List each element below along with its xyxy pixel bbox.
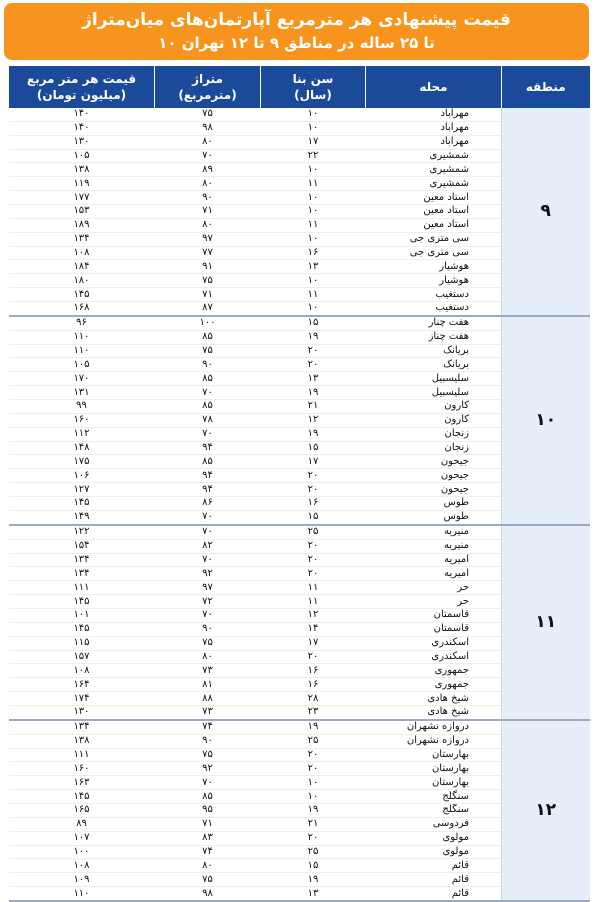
price-cell: ۱۱۱ (9, 581, 155, 595)
area-cell: ۷۰ (155, 510, 261, 524)
region-cell: ۹ (502, 108, 590, 316)
price-cell: ۱۱۵ (9, 636, 155, 650)
neighborhood-cell: دستغیب (366, 302, 502, 316)
table-row (9, 720, 590, 734)
price-cell: ۱۱۲ (9, 427, 155, 441)
neighborhood-cell: مهرآباد (366, 135, 502, 149)
age-cell: ۲۵ (261, 845, 366, 859)
area-cell: ۷۵ (155, 108, 261, 121)
age-cell: ۲۱ (261, 817, 366, 831)
neighborhood-cell: بهارستان (366, 748, 502, 762)
age-cell: ۲۵ (261, 525, 366, 539)
price-cell: ۱۴۵ (9, 497, 155, 511)
region-column-header: منطقه (502, 66, 590, 108)
neighborhood-cell: منیریه (366, 525, 502, 539)
price-cell: ۱۰۸ (9, 246, 155, 260)
area-cell: ۹۷ (155, 232, 261, 246)
price-cell: ۱۱۱ (9, 748, 155, 762)
neighborhood-cell: زنجان (366, 441, 502, 455)
area-cell: ۸۸ (155, 692, 261, 706)
age-cell: ۱۹ (261, 427, 366, 441)
price-cell: ۱۳۴ (9, 720, 155, 734)
price-header-line-2: (میلیون تومان) (36, 88, 127, 102)
area-cell: ۷۳ (155, 664, 261, 678)
area-cell: ۹۰ (155, 191, 261, 205)
price-cell: ۱۸۴ (9, 260, 155, 274)
price-cell: ۱۰۶ (9, 469, 155, 483)
price-cell: ۱۰۵ (9, 358, 155, 372)
price-cell: ۱۴۵ (9, 288, 155, 302)
area-cell: ۸۶ (155, 497, 261, 511)
age-cell: ۲۰ (261, 483, 366, 497)
area-cell: ۸۹ (155, 163, 261, 177)
age-cell: ۱۵ (261, 316, 366, 330)
age-cell: ۱۳ (261, 260, 366, 274)
age-cell: ۱۵ (261, 859, 366, 873)
neighborhood-cell: قائم (366, 887, 502, 901)
age-cell: ۱۷ (261, 455, 366, 469)
neighborhood-cell: دروازه نشهران (366, 720, 502, 734)
price-cell: ۱۱۰ (9, 344, 155, 358)
price-cell: ۱۸۹ (9, 218, 155, 232)
price-column-header (9, 66, 155, 108)
area-cell: ۷۵ (155, 274, 261, 288)
neighborhood-cell: کارون (366, 413, 502, 427)
area-cell: ۸۰ (155, 650, 261, 664)
neighborhood-cell: شیخ هادی (366, 705, 502, 719)
age-cell: ۱۰ (261, 776, 366, 790)
price-cell: ۱۴۰ (9, 121, 155, 135)
neighborhood-cell: شمشیری (366, 163, 502, 177)
price-cell: ۱۵۳ (9, 205, 155, 219)
age-column-header (261, 66, 366, 108)
neighborhood-cell: شمشیری (366, 177, 502, 191)
age-cell: ۱۳ (261, 887, 366, 901)
age-cell: ۱۵ (261, 441, 366, 455)
age-cell: ۲۰ (261, 762, 366, 776)
neighborhood-cell: جیحون (366, 455, 502, 469)
age-cell: ۲۵ (261, 734, 366, 748)
price-cell: ۱۶۰ (9, 413, 155, 427)
age-cell: ۲۳ (261, 705, 366, 719)
price-cell: ۱۰۹ (9, 873, 155, 887)
age-cell: ۲۰ (261, 567, 366, 581)
neighborhood-cell: مهرآباد (366, 121, 502, 135)
area-cell: ۸۰ (155, 859, 261, 873)
price-cell: ۱۱۹ (9, 177, 155, 191)
area-cell: ۹۱ (155, 260, 261, 274)
neighborhood-cell: استاد معین (366, 191, 502, 205)
price-cell: ۱۰۷ (9, 831, 155, 845)
region-cell: ۱۲ (502, 720, 590, 901)
age-cell: ۱۱ (261, 595, 366, 609)
price-cell: ۱۵۴ (9, 539, 155, 553)
price-cell: ۱۲۲ (9, 525, 155, 539)
price-cell: ۱۷۴ (9, 692, 155, 706)
age-cell: ۱۶ (261, 664, 366, 678)
area-cell: ۹۰ (155, 622, 261, 636)
area-cell: ۷۰ (155, 427, 261, 441)
area-cell: ۸۱ (155, 678, 261, 692)
age-cell: ۱۷ (261, 636, 366, 650)
area-cell: ۷۵ (155, 344, 261, 358)
neighborhood-cell: زنجان (366, 427, 502, 441)
price-cell: ۱۰۵ (9, 149, 155, 163)
age-cell: ۲۰ (261, 650, 366, 664)
area-cell: ۱۰۰ (155, 316, 261, 330)
neighborhood-cell: کارون (366, 400, 502, 414)
neighborhood-cell: اسکندری (366, 650, 502, 664)
price-cell: ۱۳۴ (9, 553, 155, 567)
price-cell: ۱۴۵ (9, 790, 155, 804)
table-row (9, 108, 590, 121)
age-cell: ۱۱ (261, 218, 366, 232)
table-header-row (9, 66, 590, 108)
area-cell: ۹۴ (155, 469, 261, 483)
area-cell: ۷۰ (155, 386, 261, 400)
area-cell: ۷۷ (155, 246, 261, 260)
price-cell: ۱۴۵ (9, 595, 155, 609)
price-cell: ۱۴۰ (9, 108, 155, 121)
neighborhood-cell: بهارستان (366, 776, 502, 790)
area-cell: ۹۴ (155, 483, 261, 497)
age-cell: ۱۰ (261, 121, 366, 135)
age-cell: ۱۹ (261, 720, 366, 734)
area-cell: ۷۵ (155, 748, 261, 762)
price-table (8, 66, 590, 902)
area-cell: ۹۸ (155, 887, 261, 901)
neighborhood-cell: فردوسی (366, 817, 502, 831)
price-cell: ۱۰۰ (9, 845, 155, 859)
table-row (9, 525, 590, 539)
price-cell: ۱۶۰ (9, 762, 155, 776)
area-cell: ۸۵ (155, 400, 261, 414)
age-cell: ۱۰ (261, 274, 366, 288)
neighborhood-cell: سلیسبیل (366, 386, 502, 400)
price-cell: ۱۴۹ (9, 510, 155, 524)
neighborhood-cell: مهرآباد (366, 108, 502, 121)
price-cell: ۱۷۵ (9, 455, 155, 469)
neighborhood-cell: منیریه (366, 539, 502, 553)
price-cell: ۱۰۱ (9, 608, 155, 622)
age-cell: ۲۰ (261, 748, 366, 762)
neighborhood-cell: بریانک (366, 344, 502, 358)
age-cell: ۱۶ (261, 246, 366, 260)
price-cell: ۱۲۷ (9, 483, 155, 497)
price-cell: ۱۶۴ (9, 678, 155, 692)
age-cell: ۲۸ (261, 692, 366, 706)
region-cell: ۱۰ (502, 316, 590, 525)
area-cell: ۷۰ (155, 608, 261, 622)
neighborhood-cell: جیحون (366, 483, 502, 497)
area-cell: ۷۰ (155, 525, 261, 539)
table-row (9, 316, 590, 330)
table-body (9, 108, 590, 901)
price-cell: ۱۷۷ (9, 191, 155, 205)
area-cell: ۷۵ (155, 873, 261, 887)
age-cell: ۱۹ (261, 330, 366, 344)
age-cell: ۱۱ (261, 581, 366, 595)
age-cell: ۲۰ (261, 553, 366, 567)
age-cell: ۱۷ (261, 135, 366, 149)
title-banner (4, 3, 589, 60)
age-cell: ۱۰ (261, 191, 366, 205)
area-cell: ۹۴ (155, 441, 261, 455)
area-cell: ۸۵ (155, 455, 261, 469)
age-cell: ۱۰ (261, 205, 366, 219)
area-cell: ۷۰ (155, 553, 261, 567)
area-cell: ۹۲ (155, 762, 261, 776)
age-cell: ۲۰ (261, 539, 366, 553)
age-cell: ۱۰ (261, 232, 366, 246)
neighborhood-cell: هوشیار (366, 260, 502, 274)
neighborhood-cell: مولوی (366, 831, 502, 845)
neighborhood-cell: دستغیب (366, 288, 502, 302)
age-header-line-1: سن بنا (292, 72, 334, 86)
price-cell: ۹۹ (9, 400, 155, 414)
age-cell: ۲۰ (261, 358, 366, 372)
age-cell: ۱۴ (261, 622, 366, 636)
age-cell: ۱۹ (261, 386, 366, 400)
neighborhood-cell: هفت چنار (366, 316, 502, 330)
area-cell: ۸۰ (155, 177, 261, 191)
area-cell: ۸۵ (155, 790, 261, 804)
neighborhood-cell: قائم (366, 873, 502, 887)
neighborhood-cell: اسکندری (366, 636, 502, 650)
area-header-line-1: متراژ (192, 72, 223, 86)
age-cell: ۲۲ (261, 149, 366, 163)
area-cell: ۷۳ (155, 705, 261, 719)
area-cell: ۸۵ (155, 372, 261, 386)
area-cell: ۷۰ (155, 776, 261, 790)
neighborhood-cell: سنگلج (366, 790, 502, 804)
age-cell: ۱۰ (261, 302, 366, 316)
neighborhood-cell: امیریه (366, 553, 502, 567)
neighborhood-column-header: محله (366, 66, 502, 108)
price-cell: ۱۶۳ (9, 776, 155, 790)
neighborhood-cell: بهارستان (366, 762, 502, 776)
area-cell: ۸۰ (155, 135, 261, 149)
area-cell: ۷۱ (155, 205, 261, 219)
price-cell: ۹۶ (9, 316, 155, 330)
region-cell: ۱۱ (502, 525, 590, 720)
neighborhood-cell: قاسمتان (366, 622, 502, 636)
price-cell: ۱۳۸ (9, 163, 155, 177)
price-cell: ۱۶۵ (9, 803, 155, 817)
age-cell: ۲۱ (261, 400, 366, 414)
area-cell: ۸۵ (155, 330, 261, 344)
price-cell: ۱۳۰ (9, 135, 155, 149)
neighborhood-cell: حر (366, 595, 502, 609)
neighborhood-cell: سنگلج (366, 803, 502, 817)
age-cell: ۱۱ (261, 177, 366, 191)
neighborhood-cell: شمشیری (366, 149, 502, 163)
age-cell: ۱۹ (261, 803, 366, 817)
price-header-line-1: قیمت هر متر مربع (26, 72, 137, 86)
age-cell: ۱۱ (261, 288, 366, 302)
price-cell: ۱۰۸ (9, 859, 155, 873)
neighborhood-cell: هوشیار (366, 274, 502, 288)
area-cell: ۷۱ (155, 288, 261, 302)
area-cell: ۷۴ (155, 845, 261, 859)
price-cell: ۱۷۰ (9, 372, 155, 386)
area-cell: ۸۰ (155, 218, 261, 232)
neighborhood-cell: مولوی (366, 845, 502, 859)
area-column-header (155, 66, 261, 108)
neighborhood-cell: جیحون (366, 469, 502, 483)
age-header-line-2: (سال) (294, 88, 332, 102)
neighborhood-cell: طوس (366, 497, 502, 511)
price-cell: ۱۱۰ (9, 330, 155, 344)
area-cell: ۸۷ (155, 302, 261, 316)
neighborhood-cell: حر (366, 581, 502, 595)
area-cell: ۷۱ (155, 817, 261, 831)
price-cell: ۱۵۷ (9, 650, 155, 664)
area-cell: ۷۸ (155, 413, 261, 427)
neighborhood-cell: هفت چناز (366, 330, 502, 344)
age-cell: ۱۰ (261, 790, 366, 804)
price-cell: ۱۸۰ (9, 274, 155, 288)
neighborhood-cell: سی متری جی (366, 232, 502, 246)
area-cell: ۷۰ (155, 149, 261, 163)
area-cell: ۸۳ (155, 831, 261, 845)
age-cell: ۱۵ (261, 510, 366, 524)
neighborhood-cell: امیریه (366, 567, 502, 581)
title-line-1: قیمت پیشنهادی هر مترمربع آپارتمان‌های میان‌متراژ (82, 10, 511, 30)
area-cell: ۸۲ (155, 539, 261, 553)
price-cell: ۱۳۰ (9, 705, 155, 719)
area-cell: ۷۲ (155, 595, 261, 609)
price-cell: ۱۱۰ (9, 887, 155, 901)
area-cell: ۹۸ (155, 121, 261, 135)
neighborhood-cell: قاسمتان (366, 608, 502, 622)
area-header-line-2: (مترمربع) (178, 88, 237, 102)
neighborhood-cell: استاد معین (366, 205, 502, 219)
neighborhood-cell: استاد معین (366, 218, 502, 232)
neighborhood-cell: قائم (366, 859, 502, 873)
price-cell: ۸۹ (9, 817, 155, 831)
age-cell: ۱۰ (261, 108, 366, 121)
price-cell: ۱۴۸ (9, 441, 155, 455)
age-cell: ۱۰ (261, 163, 366, 177)
neighborhood-cell: طوس (366, 510, 502, 524)
age-cell: ۱۳ (261, 372, 366, 386)
title-line-2: ۱۰ تا ۲۵ ساله در مناطق ۹ تا ۱۲ تهران (158, 34, 435, 52)
area-cell: ۹۵ (155, 803, 261, 817)
neighborhood-cell: جمهوری (366, 678, 502, 692)
age-cell: ۱۲ (261, 608, 366, 622)
area-cell: ۹۷ (155, 581, 261, 595)
price-cell: ۱۶۸ (9, 302, 155, 316)
neighborhood-cell: دروازه نشهران (366, 734, 502, 748)
area-cell: ۹۲ (155, 567, 261, 581)
price-cell: ۱۳۴ (9, 232, 155, 246)
age-cell: ۲۰ (261, 831, 366, 845)
age-cell: ۱۶ (261, 678, 366, 692)
area-cell: ۷۵ (155, 636, 261, 650)
neighborhood-cell: سی متری جی (366, 246, 502, 260)
price-cell: ۱۰۸ (9, 664, 155, 678)
age-cell: ۲۰ (261, 469, 366, 483)
neighborhood-cell: بریانک (366, 358, 502, 372)
neighborhood-cell: جمهوری (366, 664, 502, 678)
price-cell: ۱۳۴ (9, 567, 155, 581)
area-cell: ۹۰ (155, 358, 261, 372)
price-cell: ۱۳۸ (9, 734, 155, 748)
price-cell: ۱۳۱ (9, 386, 155, 400)
price-cell: ۱۴۵ (9, 622, 155, 636)
neighborhood-cell: شیخ هادی (366, 692, 502, 706)
age-cell: ۲۰ (261, 344, 366, 358)
age-cell: ۱۶ (261, 497, 366, 511)
age-cell: ۱۲ (261, 413, 366, 427)
age-cell: ۱۹ (261, 873, 366, 887)
area-cell: ۹۰ (155, 734, 261, 748)
neighborhood-cell: سلیسبیل (366, 372, 502, 386)
area-cell: ۷۴ (155, 720, 261, 734)
